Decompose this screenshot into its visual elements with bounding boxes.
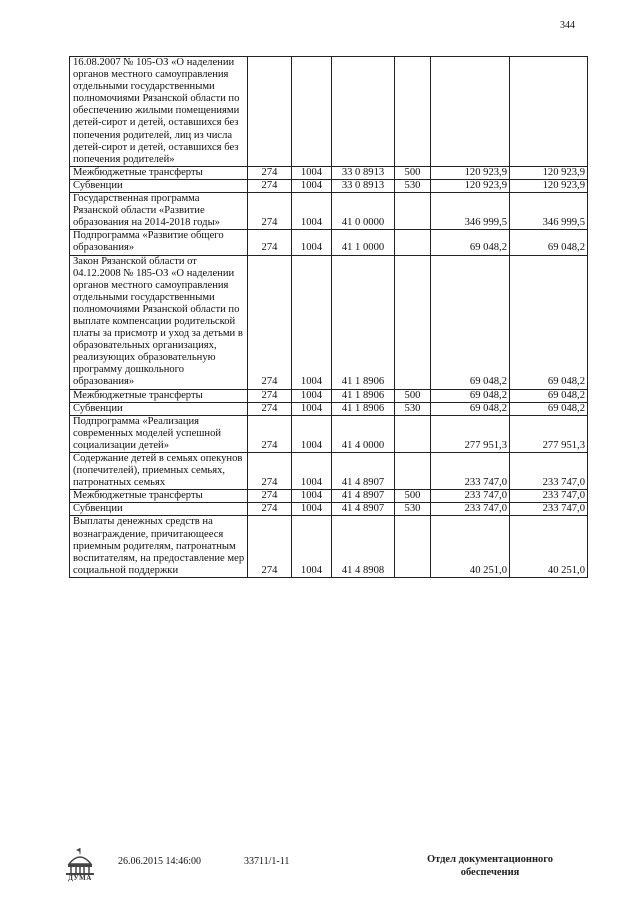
table-row (70, 57, 588, 167)
expense-type-cell (395, 57, 431, 167)
table-row (70, 230, 588, 255)
ved-code-cell: 274 (248, 179, 292, 192)
target-article-cell (332, 57, 395, 167)
ved-code-cell: 274 (248, 503, 292, 516)
row-name-cell: Подпрограмма «Развитие общего образования» (70, 230, 248, 255)
section-code-cell: 1004 (292, 516, 332, 577)
footer-doc-code: 33711/1-11 (244, 856, 290, 867)
row-name-cell: Субвенции (70, 503, 248, 516)
section-code-cell: 1004 (292, 193, 332, 230)
row-name-cell: Содержание детей в семьях опекунов (попечителей), приемных семьях, патронатных семьях (70, 453, 248, 490)
amount-cell: 69 048,2 (431, 230, 510, 255)
amount-cell: 277 951,3 (431, 415, 510, 452)
ved-code-cell: 274 (248, 255, 292, 389)
ved-code-cell (248, 57, 292, 167)
expense-type-cell (395, 453, 431, 490)
amount-cell: 120 923,9 (431, 179, 510, 192)
row-name-cell: Закон Рязанской области от 04.12.2008 № 185-ОЗ «О наделении органов местного самоуправления отдельными государственными полномочиями Рязанской области по выплате компенсации родительской платы за присмотр и уход за детьми в образовательных организациях, реализующих образовательную программу дошкольного образования» (70, 255, 248, 389)
row-name-cell: Межбюджетные трансферты (70, 166, 248, 179)
section-code-cell: 1004 (292, 166, 332, 179)
target-article-cell: 33 0 8913 (332, 179, 395, 192)
target-article-cell: 41 4 8907 (332, 490, 395, 503)
amount-cell: 40 251,0 (431, 516, 510, 577)
amount-total-cell: 233 747,0 (510, 453, 588, 490)
target-article-cell: 33 0 8913 (332, 166, 395, 179)
table-row (70, 179, 588, 192)
footer-department (415, 853, 565, 879)
page-number: 344 (560, 20, 575, 31)
ved-code-cell: 274 (248, 230, 292, 255)
table-row (70, 453, 588, 490)
target-article-cell: 41 1 8906 (332, 402, 395, 415)
target-article-cell: 41 4 8908 (332, 516, 395, 577)
amount-total-cell: 69 048,2 (510, 389, 588, 402)
amount-cell: 233 747,0 (431, 453, 510, 490)
ved-code-cell: 274 (248, 453, 292, 490)
target-article-cell: 41 1 8906 (332, 255, 395, 389)
amount-cell (431, 57, 510, 167)
amount-total-cell: 69 048,2 (510, 255, 588, 389)
section-code-cell: 1004 (292, 415, 332, 452)
table-row (70, 389, 588, 402)
footer-dept-line1: Отдел документационного (426, 854, 554, 865)
amount-total-cell: 120 923,9 (510, 166, 588, 179)
ved-code-cell: 274 (248, 516, 292, 577)
amount-total-cell: 120 923,9 (510, 179, 588, 192)
row-name-cell: Государственная программа Рязанской области «Развитие образования на 2014-2018 годы» (70, 193, 248, 230)
row-name-cell: Межбюджетные трансферты (70, 490, 248, 503)
amount-cell: 233 747,0 (431, 503, 510, 516)
table-row (70, 193, 588, 230)
amount-total-cell: 277 951,3 (510, 415, 588, 452)
target-article-cell: 41 4 8907 (332, 503, 395, 516)
table-row (70, 402, 588, 415)
expense-type-cell (395, 415, 431, 452)
amount-cell: 233 747,0 (431, 490, 510, 503)
section-code-cell: 1004 (292, 389, 332, 402)
section-code-cell: 1004 (292, 453, 332, 490)
row-name-cell: Выплаты денежных средств на вознаграждение, причитающееся приемным родителям, патронатным воспитателям, на предоставление мер социальной поддержки (70, 516, 248, 577)
section-code-cell: 1004 (292, 230, 332, 255)
ved-code-cell: 274 (248, 415, 292, 452)
expense-type-cell: 500 (395, 490, 431, 503)
target-article-cell: 41 4 0000 (332, 415, 395, 452)
amount-cell: 346 999,5 (431, 193, 510, 230)
section-code-cell: 1004 (292, 179, 332, 192)
table-row (70, 415, 588, 452)
section-code-cell (292, 57, 332, 167)
target-article-cell: 41 4 8907 (332, 453, 395, 490)
expense-type-cell (395, 193, 431, 230)
ved-code-cell: 274 (248, 402, 292, 415)
expense-type-cell: 530 (395, 402, 431, 415)
amount-total-cell: 40 251,0 (510, 516, 588, 577)
amount-total-cell (510, 57, 588, 167)
footer-datetime: 26.06.2015 14:46:00 (118, 856, 202, 867)
ved-code-cell: 274 (248, 490, 292, 503)
amount-total-cell: 233 747,0 (510, 490, 588, 503)
row-name-cell: 16.08.2007 № 105-ОЗ «О наделении органов местного самоуправления отдельными государственными полномочиями Рязанской области по обеспечению жилыми помещениями детей-сирот и детей, оставшихся без попечения родителей, лиц из числа детей-сирот и детей, оставшихся без попечения родителей» (70, 57, 248, 167)
row-name-cell: Межбюджетные трансферты (70, 389, 248, 402)
row-name-cell: Субвенции (70, 402, 248, 415)
table-row (70, 490, 588, 503)
section-code-cell: 1004 (292, 255, 332, 389)
table-row (70, 255, 588, 389)
logo-text: ДУМА (68, 874, 92, 882)
ved-code-cell: 274 (248, 193, 292, 230)
amount-cell: 69 048,2 (431, 255, 510, 389)
amount-total-cell: 233 747,0 (510, 503, 588, 516)
target-article-cell: 41 1 8906 (332, 389, 395, 402)
amount-cell: 69 048,2 (431, 402, 510, 415)
section-code-cell: 1004 (292, 402, 332, 415)
amount-total-cell: 69 048,2 (510, 230, 588, 255)
expense-type-cell: 500 (395, 389, 431, 402)
section-code-cell: 1004 (292, 503, 332, 516)
target-article-cell: 41 0 0000 (332, 193, 395, 230)
amount-cell: 69 048,2 (431, 389, 510, 402)
expense-type-cell: 530 (395, 503, 431, 516)
footer-dept-line2: обеспечения (460, 867, 520, 878)
expense-type-cell (395, 516, 431, 577)
amount-cell: 120 923,9 (431, 166, 510, 179)
table-row (70, 516, 588, 577)
section-code-cell: 1004 (292, 490, 332, 503)
ved-code-cell: 274 (248, 389, 292, 402)
expense-type-cell (395, 255, 431, 389)
table-row (70, 503, 588, 516)
amount-total-cell: 346 999,5 (510, 193, 588, 230)
target-article-cell: 41 1 0000 (332, 230, 395, 255)
ved-code-cell: 274 (248, 166, 292, 179)
amount-total-cell: 69 048,2 (510, 402, 588, 415)
budget-table (69, 56, 588, 578)
expense-type-cell: 500 (395, 166, 431, 179)
row-name-cell: Подпрограмма «Реализация современных моделей успешной социализации детей» (70, 415, 248, 452)
table-row (70, 166, 588, 179)
row-name-cell: Субвенции (70, 179, 248, 192)
expense-type-cell: 530 (395, 179, 431, 192)
expense-type-cell (395, 230, 431, 255)
